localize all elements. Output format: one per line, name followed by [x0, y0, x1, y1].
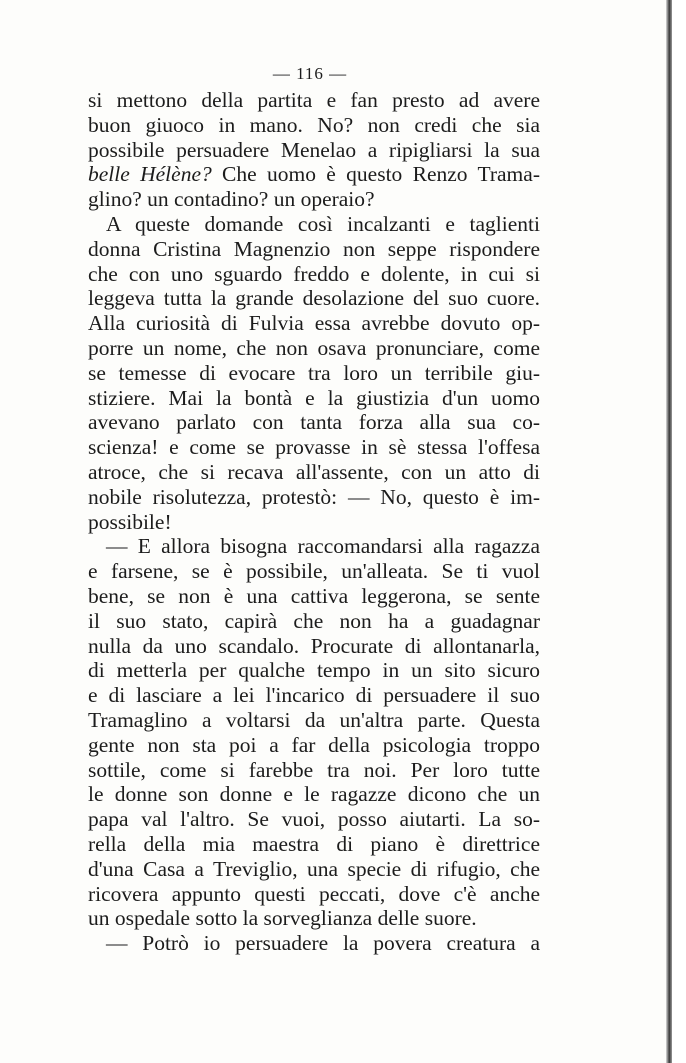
paragraph-start-line: — Potrò io persuadere la povera creatura a	[106, 931, 540, 956]
text-line: di metterla per qualche tempo in un sito sicuro	[88, 658, 540, 683]
text-line: donna Cristina Magnenzio non seppe rispondere	[88, 236, 540, 261]
text-line: possibile persuadere Menelao a ripigliarsi la sua	[88, 137, 540, 162]
text-line: bene, se non è una cattiva leggerona, se sente	[88, 583, 540, 608]
text-line: leggeva tutta la grande desolazione del suo cuore.	[88, 286, 540, 311]
page-outer-margin	[672, 0, 686, 1063]
text-line: atroce, che si recava all'assente, con un atto di	[88, 459, 540, 484]
text-line: e farsene, se è possibile, un'alleata. Se ti vuol	[88, 559, 540, 584]
text-line: stiziere. Mai la bontà e la giustizia d'un uomo	[88, 385, 540, 410]
text-line: nobile risolutezza, protestò: — No, questo è im-	[88, 484, 540, 509]
text-line: Tramaglino a voltarsi da un'altra parte. Questa	[88, 707, 540, 732]
text-line: ricovera appunto questi peccati, dove c'è anche	[88, 881, 540, 906]
text-line: sottile, come si farebbe tra noi. Per loro tutte	[88, 757, 540, 782]
text-line: se temesse di evocare tra loro un terribile giu-	[88, 360, 540, 385]
text-line: scienza! e come se provasse in sè stessa l'offesa	[88, 435, 540, 460]
text-line: d'una Casa a Treviglio, una specie di rifugio, che	[88, 856, 540, 881]
text-line: Alla curiosità di Fulvia essa avrebbe dovuto op-	[88, 311, 540, 336]
text-line: nulla da uno scandalo. Procurate di allontanarla,	[88, 633, 540, 658]
text-line: glino? un contadino? un operaio?	[88, 187, 375, 212]
text-line: che con uno sguardo freddo e dolente, in cui si	[88, 261, 540, 286]
paragraph-start-line: A queste domande così incalzanti e taglienti	[106, 211, 540, 236]
text-line: gente non sta poi a far della psicologia troppo	[88, 732, 540, 757]
paragraph-start-line: — E allora bisogna raccomandarsi alla ragazza	[106, 534, 540, 559]
page-number: — 116 —	[272, 64, 348, 83]
text-line: un ospedale sotto la sorveglianza delle suore.	[88, 906, 477, 931]
text-line: buon giuoco in mano. No? non credi che sia	[88, 112, 540, 137]
text-line: possibile!	[88, 509, 172, 534]
text-line: si mettono della partita e fan presto ad avere	[88, 88, 540, 112]
italic-phrase: belle Hélène?	[88, 162, 212, 187]
text-line: porre un nome, che non osava pronunciare, come	[88, 335, 540, 360]
text-line-rest: Che uomo è questo Renzo Trama-	[211, 162, 540, 187]
text-line: avevano parlato con tanta forza alla sua co-	[88, 410, 540, 435]
text-line: e di lasciare a lei l'incarico di persuadere il suo	[88, 683, 540, 708]
text-line: le donne son donne e le ragazze dicono che un	[88, 782, 540, 807]
text-line: rella della mia maestra di piano è direttrice	[88, 831, 540, 856]
text-line-with-italic	[88, 162, 540, 187]
text-line: il suo stato, capirà che non ha a guadagnar	[88, 608, 540, 633]
body-text	[88, 88, 540, 956]
text-line: papa val l'altro. Se vuoi, posso aiutarti. La so-	[88, 807, 540, 832]
